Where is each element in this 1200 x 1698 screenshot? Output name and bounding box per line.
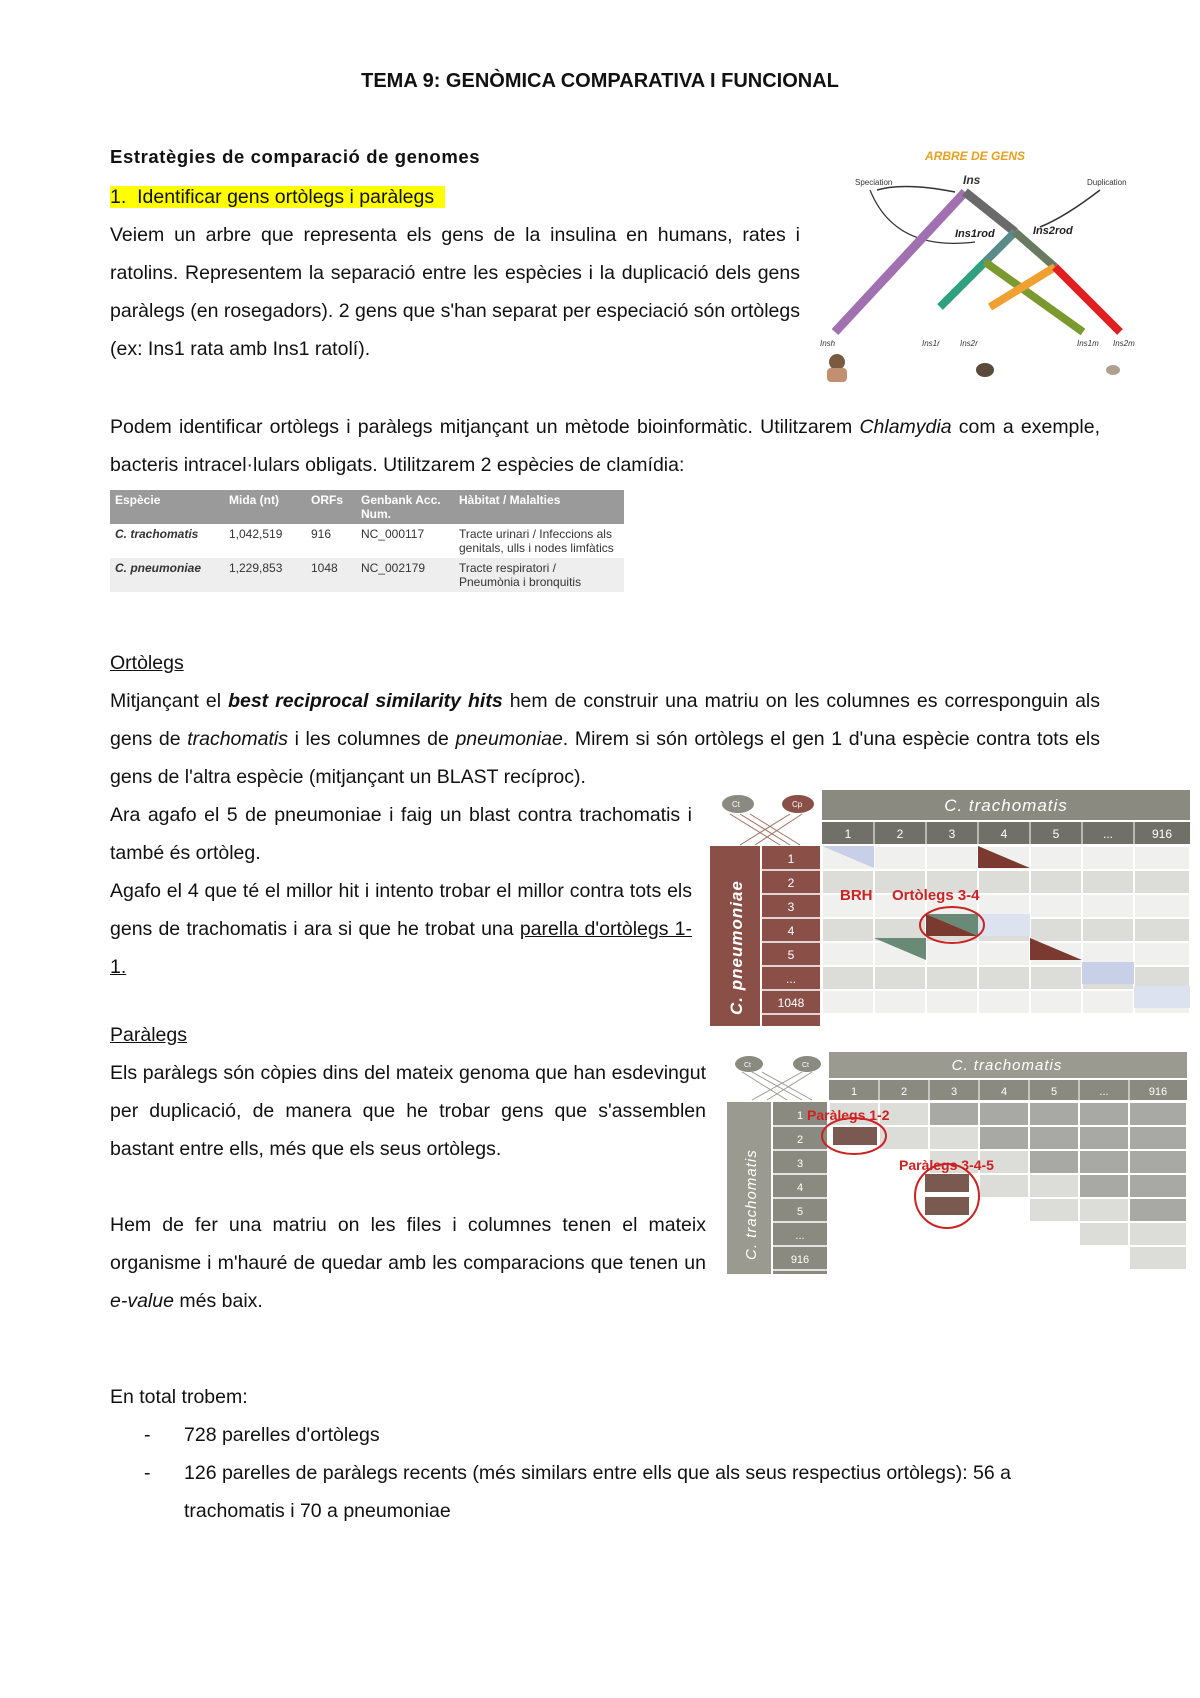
par-p2a: Hem de fer una matriu on les files i columnes tenen el mateix organisme i m'hauré de quedar amb les comparacions que tenen un — [110, 1214, 706, 1274]
matrix-cell — [927, 943, 977, 965]
cell: 1,042,519 — [224, 524, 306, 558]
matrix-cell — [1130, 1223, 1186, 1245]
matrix-cell — [1080, 1151, 1128, 1173]
hit-2-1 — [833, 1127, 877, 1145]
human-icon — [827, 354, 847, 382]
leaf-ins1r: Ins1r — [922, 339, 940, 348]
col-header: 916 — [1151, 827, 1173, 841]
para2-italic: Chlamydia — [859, 416, 952, 438]
cell: 1048 — [306, 558, 356, 592]
matrix-cell — [1031, 991, 1081, 1013]
branch-trunk — [965, 192, 1015, 232]
item1-number: 1. — [110, 186, 127, 208]
matrix-cell — [1031, 895, 1081, 917]
ins2rod-label: Ins2rod — [1033, 225, 1073, 237]
orthologs-heading-text: Ortòlegs — [110, 652, 184, 674]
matrix-cell — [823, 967, 873, 989]
matrix-cell — [1130, 1151, 1186, 1173]
matrix-cell — [875, 967, 925, 989]
matrix-cell — [1135, 895, 1189, 917]
matrix-cell — [880, 1199, 928, 1221]
list-item: - 126 parelles de paràlegs recents (més similars entre ells que als seus respectius ortòlegs): 56 a trachomatis i 70 a pneumoniae — [144, 1462, 1011, 1522]
page-title: TEMA 9: GENÒMICA COMPARATIVA I FUNCIONAL — [361, 70, 839, 92]
row-header: 1 — [787, 852, 795, 866]
para2-part2: com a exemple, bacteris intracel·lulars obligats. Utilitzarem 2 espècies de clamídia: — [110, 416, 1100, 476]
col-header: 4 — [1000, 1086, 1008, 1098]
orthologs-para1 — [110, 682, 1100, 796]
tree-title: ARBRE DE GENS — [925, 149, 1026, 163]
branch-ins1r — [940, 262, 985, 307]
matrix-cell — [980, 1223, 1028, 1245]
row-header: 5 — [787, 948, 795, 962]
duplication-arrow — [1040, 190, 1100, 227]
matrix-cell — [1083, 847, 1133, 869]
col-header: 1 — [844, 827, 852, 841]
speciation-label: Speciation — [855, 178, 893, 187]
mouse-icon — [1106, 365, 1120, 375]
matrix-cell — [1135, 943, 1189, 965]
row-header: ... — [795, 1230, 805, 1242]
matrix-cell — [927, 991, 977, 1013]
totals-list — [110, 1416, 1100, 1530]
node-ct-label: Ct — [732, 800, 740, 809]
table-row — [110, 558, 624, 592]
th-genbank: Genbank Acc. Num. — [356, 490, 454, 524]
gene-tree-figure — [815, 142, 1165, 387]
cell: C. trachomatis — [110, 524, 224, 558]
paralog-matrix-figure — [727, 1052, 1187, 1277]
species-table-wrap — [110, 490, 624, 592]
th-especie: Espècie — [110, 490, 224, 524]
o-p1c: i les columnes de — [288, 728, 456, 750]
par-p2b: més baix. — [173, 1290, 263, 1312]
matrix-cell — [927, 847, 977, 869]
matrix-cell — [1130, 1103, 1186, 1125]
row-header: 4 — [787, 924, 795, 938]
matrix-cell — [1031, 871, 1081, 893]
matrix-cell — [1083, 991, 1133, 1013]
col-header: 1 — [850, 1086, 858, 1098]
matrix-cell — [927, 967, 977, 989]
item1 — [110, 178, 445, 216]
para2-part1: Podem identificar ortòlegs i paràlegs mitjançant un mètode bioinformàtic. Utilitzarem — [110, 416, 860, 438]
paralogs-heading-text: Paràlegs — [110, 1024, 187, 1046]
node-a-label: Ct — [744, 1062, 751, 1069]
matrix-cell — [1031, 847, 1081, 869]
matrix-cell — [1130, 1199, 1186, 1221]
col-header: 916 — [1148, 1086, 1168, 1098]
orthologs-para2: Ara agafo el 5 de pneumoniae i faig un blast contra trachomatis i també és ortòleg. — [110, 804, 692, 864]
rat-icon — [976, 363, 994, 377]
paralogs-heading — [110, 1016, 187, 1054]
item1-label: Identificar gens ortòlegs i paràlegs — [137, 186, 435, 208]
row-header: 5 — [796, 1206, 804, 1218]
o-p3u: parella d'ortòlegs 1-1. — [110, 918, 692, 978]
matrix-cell — [1030, 1103, 1078, 1125]
leaf-ins1m: Ins1m — [1077, 339, 1099, 348]
matrix-cell — [823, 943, 873, 965]
connector-lines — [730, 814, 802, 845]
totals-intro: En total trobem: — [110, 1386, 248, 1408]
hit-1048-7 — [1134, 986, 1190, 1008]
matrix-cell — [930, 1103, 978, 1125]
matrix-cell — [1083, 919, 1133, 941]
table-row — [110, 524, 624, 558]
col-title: C. trachomatis — [944, 796, 1068, 815]
ins1rod-label: Ins1rod — [955, 228, 995, 240]
node-b-label: Ct — [802, 1062, 809, 1069]
matrix-cell — [823, 991, 873, 1013]
matrix-cell — [979, 943, 1029, 965]
hit-4-3 — [925, 1174, 969, 1192]
row-title: C. pneumoniae — [727, 880, 746, 1015]
row-header: 1 — [796, 1110, 804, 1122]
matrix-cell — [979, 967, 1029, 989]
brh-matrix-svg — [710, 790, 1190, 1030]
matrix-cell — [1130, 1247, 1186, 1269]
duplication-label: Duplication — [1087, 178, 1127, 187]
o-p1i1: trachomatis — [187, 728, 288, 750]
o-p1i2: pneumoniae — [455, 728, 563, 750]
node-cp-label: Cp — [792, 800, 803, 809]
leaf-ins2r: Ins2r — [960, 339, 978, 348]
matrix-cell — [875, 991, 925, 1013]
col-header: 2 — [896, 827, 904, 841]
matrix-cell — [1130, 1127, 1186, 1149]
matrix-cell — [979, 895, 1029, 917]
matrix-cell — [980, 1247, 1028, 1269]
orthologs-annotation: Ortòlegs 3-4 — [892, 887, 980, 904]
matrix-cell — [930, 1247, 978, 1269]
th-mida: Mida (nt) — [224, 490, 306, 524]
matrix-cell — [1030, 1175, 1078, 1197]
matrix-cell — [930, 1127, 978, 1149]
cell: NC_002179 — [356, 558, 454, 592]
paralog-matrix-svg — [727, 1052, 1187, 1277]
matrix-cell — [1080, 1175, 1128, 1197]
matrix-cell — [1030, 1223, 1078, 1245]
paralogs-12-annotation: Paràlegs 1-2 — [807, 1107, 890, 1123]
o-p1b: hem de construir una matriu on les columnes es corresponguin als gens de — [110, 690, 1100, 750]
col-header: 4 — [1000, 827, 1008, 841]
matrix-cell — [1080, 1247, 1128, 1269]
hit-dots-6 — [1082, 962, 1134, 984]
col-header: 5 — [1050, 1086, 1058, 1098]
th-orfs: ORFs — [306, 490, 356, 524]
row-header: 2 — [796, 1134, 804, 1146]
matrix-cell — [1030, 1151, 1078, 1173]
matrix-cell — [880, 1247, 928, 1269]
par-p2i: e-value — [110, 1290, 174, 1312]
col-header: 2 — [900, 1086, 908, 1098]
col-title: C. trachomatis — [951, 1057, 1063, 1074]
speciation-arrow — [877, 186, 955, 192]
row-header: 1048 — [777, 996, 805, 1010]
matrix-cell — [979, 991, 1029, 1013]
orthologs-para3 — [110, 872, 692, 986]
gene-tree-svg — [815, 142, 1165, 387]
col-header: ... — [1102, 827, 1114, 841]
col-header: ... — [1099, 1086, 1109, 1098]
row-title: C. trachomatis — [743, 1149, 760, 1260]
matrix-cell — [980, 1103, 1028, 1125]
matrix-cell — [1135, 919, 1189, 941]
matrix-cell — [1030, 1199, 1078, 1221]
col-header: 3 — [950, 1086, 958, 1098]
matrix-cell — [875, 847, 925, 869]
matrix-cell — [1080, 1223, 1128, 1245]
matrix-cell — [1135, 967, 1189, 989]
o-p3a: Agafo el 4 que té el millor hit i intento trobar el millor contra tots els gens de trachomatis i ara si que he trobat una — [110, 880, 692, 940]
cell: 1,229,853 — [224, 558, 306, 592]
col-header: 5 — [1052, 827, 1060, 841]
matrix-cell — [880, 1223, 928, 1245]
matrix-cell — [830, 1223, 878, 1245]
brh-matrix-figure — [710, 790, 1190, 1030]
leaf-ins2m: Ins2m — [1113, 339, 1135, 348]
hit-5-3 — [925, 1197, 969, 1215]
para-chlamydia — [110, 408, 1100, 484]
branch-ins2 — [1015, 232, 1055, 267]
row-header: 4 — [796, 1182, 804, 1194]
row-header: 916 — [790, 1254, 810, 1266]
list-item: - 728 parelles d'ortòlegs — [144, 1424, 380, 1446]
matrix-cell — [1030, 1247, 1078, 1269]
matrix-cell — [979, 871, 1029, 893]
species-table — [110, 490, 624, 592]
matrix-cell — [980, 1127, 1028, 1149]
o-p1a: Mitjançant el — [110, 690, 229, 712]
matrix-cell — [1031, 967, 1081, 989]
row-header: 3 — [787, 900, 795, 914]
matrix-cell — [1083, 871, 1133, 893]
matrix-cell — [1083, 943, 1133, 965]
matrix-cell — [1030, 1127, 1078, 1149]
th-habitat: Hàbitat / Malalties — [454, 490, 624, 524]
connector-lines — [742, 1072, 812, 1100]
cell: Tracte respiratori / Pneumònia i bronquitis — [454, 558, 624, 592]
branch-human — [835, 192, 965, 332]
matrix-cell — [980, 1199, 1028, 1221]
matrix-cell — [1031, 919, 1081, 941]
tree-root-label: Ins — [963, 173, 981, 187]
matrix-cell — [823, 919, 873, 941]
cell: C. pneumoniae — [110, 558, 224, 592]
cell: Tracte urinari / Infeccions als genitals, ulls i nodes limfàtics — [454, 524, 624, 558]
matrix-cell — [1135, 847, 1189, 869]
row-header: ... — [785, 972, 797, 986]
matrix-cell — [875, 919, 925, 941]
matrix-cell — [1083, 895, 1133, 917]
hit-4-4 — [978, 914, 1030, 936]
matrix-cell — [830, 1175, 878, 1197]
matrix-cell — [830, 1199, 878, 1221]
leaf-insh: Insh — [820, 339, 836, 348]
brh-annotation: BRH — [840, 887, 873, 904]
row-header: 2 — [787, 876, 795, 890]
para-tree-description: Veiem un arbre que representa els gens de la insulina en humans, rates i ratolins. Representem la separació entre les espècies i la duplicació dels gens paràlegs (en rosegadors). 2 gens que s'han separat per especiació són ortòlegs (ex: Ins1 rata amb Ins1 ratolí). — [110, 224, 800, 360]
matrix-cell — [830, 1247, 878, 1269]
matrix-cell — [1080, 1103, 1128, 1125]
cell: 916 — [306, 524, 356, 558]
matrix-cell — [880, 1127, 928, 1149]
orthologs-heading — [110, 644, 184, 682]
matrix-cell — [1135, 871, 1189, 893]
matrix-cell — [980, 1175, 1028, 1197]
matrix-cell — [1080, 1199, 1128, 1221]
col-header-row — [829, 1080, 1187, 1100]
row-header: 3 — [796, 1158, 804, 1170]
matrix-cell — [1130, 1175, 1186, 1197]
cell: NC_000117 — [356, 524, 454, 558]
col-header: 3 — [948, 827, 956, 841]
paralogs-345-annotation: Paràlegs 3-4-5 — [899, 1157, 994, 1173]
section-heading: Estratègies de comparació de genomes — [110, 146, 481, 167]
paralogs-para1: Els paràlegs són còpies dins del mateix genoma que han esdevingut per duplicació, de manera que he trobar gens que s'assemblen bastant entre ells, més que els seus ortòlegs. — [110, 1062, 706, 1160]
o-p1bi: best reciprocal similarity hits — [228, 690, 503, 712]
matrix-cell — [1080, 1127, 1128, 1149]
o-p1d: . Mirem si són ortòlegs el gen 1 d'una espècie contra tots els gens de l'altra espècie (mitjançant un BLAST recíproc). — [110, 728, 1100, 788]
paralogs-para2 — [110, 1206, 706, 1320]
